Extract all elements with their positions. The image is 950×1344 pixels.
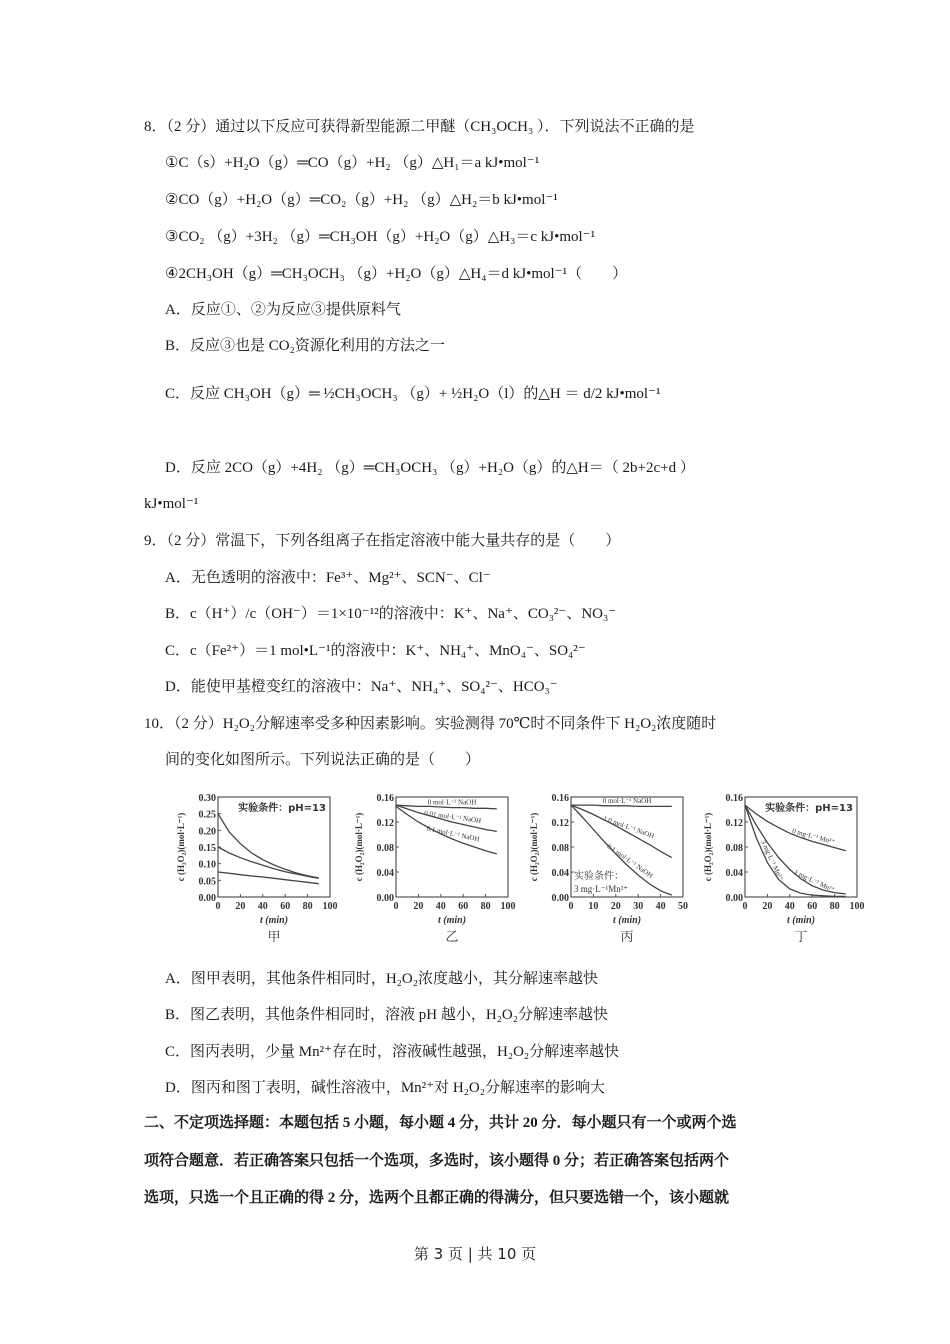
svg-text:0.05: 0.05 (198, 876, 216, 888)
svg-text:0: 0 (215, 901, 221, 912)
option-label: A． (165, 570, 191, 586)
q9-number: 9． (144, 533, 167, 549)
svg-text:3 mg·L⁻¹Mn²⁺: 3 mg·L⁻¹Mn²⁺ (574, 884, 629, 894)
svg-text:实验条件：pH=13: 实验条件：pH=13 (765, 803, 853, 814)
q10-option-c (165, 1042, 619, 1062)
svg-text:0.00: 0.00 (198, 893, 216, 904)
svg-text:0.04: 0.04 (376, 868, 394, 879)
svg-text:甲: 甲 (267, 930, 281, 945)
q10-option-a (165, 969, 598, 989)
svg-text:t (min): t (min) (786, 915, 816, 926)
q8-stem: 通过以下反应可获得新型能源二甲醚（CH₃OCH₃ ）．下列说法不正确的是 (215, 119, 695, 135)
svg-text:40: 40 (257, 901, 268, 912)
svg-text:0.04: 0.04 (551, 868, 569, 879)
svg-text:t (min): t (min) (259, 915, 289, 926)
svg-text:实验条件：pH=13: 实验条件：pH=13 (238, 803, 326, 814)
chart-svg (702, 785, 877, 945)
svg-text:20: 20 (762, 901, 773, 912)
svg-text:c (H₂O₂)(mol·L⁻¹): c (H₂O₂)(mol·L⁻¹) (703, 812, 713, 882)
option-text: c（H⁺）/c（OH⁻）＝1×10⁻¹²的溶液中：K⁺、Na⁺、CO₃²⁻、NO₃⁻ (190, 606, 617, 622)
option-label: A． (165, 971, 191, 987)
q8-option-a (165, 300, 401, 320)
svg-text:0.25: 0.25 (198, 809, 216, 821)
svg-text:0.00: 0.00 (376, 893, 394, 904)
page-footer: 第 3 页 | 共 10 页 (413, 1245, 537, 1263)
chart-jia (175, 785, 350, 945)
option-text: 图丙表明，少量 Mn²⁺存在时，溶液碱性越强，H₂O₂分解速率越快 (190, 1044, 620, 1060)
option-label: B． (165, 606, 191, 622)
q10-option-b (165, 1005, 608, 1025)
option-text: 图丙和图丁表明，碱性溶液中，Mn²⁺对 H₂O₂分解速率的影响大 (190, 1080, 605, 1096)
option-label: D． (165, 1080, 191, 1096)
chart-ding (702, 785, 877, 945)
option-text: 反应①、②为反应③提供原料气 (190, 302, 401, 318)
svg-text:0.16: 0.16 (376, 793, 394, 804)
svg-text:10: 10 (588, 901, 599, 912)
option-text: c（Fe²⁺）＝1 mol•L⁻¹的溶液中：K⁺、NH₄⁺、MnO₄⁻、SO₄²⁻ (190, 643, 586, 659)
svg-text:30: 30 (633, 901, 644, 912)
chart-svg (528, 785, 703, 945)
option-label: D． (165, 460, 191, 476)
svg-text:60: 60 (807, 901, 818, 912)
svg-text:乙: 乙 (445, 930, 459, 945)
option-text: 能使甲基橙变红的溶液中：Na⁺、NH₄⁺、SO₄²⁻、HCO₃⁻ (190, 679, 558, 695)
q8-stem-line (144, 117, 695, 137)
q9-option-a (165, 568, 491, 588)
q8-reaction-2: ②CO（g）+H₂O（g）═CO₂（g）+H₂ （g）△H₂＝b kJ•mol⁻¹ (165, 192, 558, 208)
svg-text:40: 40 (655, 901, 666, 912)
q10-option-d (165, 1078, 605, 1098)
q8-option-b (165, 336, 445, 356)
q8-number: 8． (144, 119, 167, 135)
svg-text:0.16: 0.16 (551, 793, 569, 804)
q9-option-c (165, 641, 586, 661)
svg-text:3 mg·L⁻¹ Mn²⁺: 3 mg·L⁻¹ Mn²⁺ (759, 838, 785, 883)
svg-text:t (min): t (min) (612, 915, 642, 926)
option-text: 反应③也是 CO₂资源化利用的方法之一 (190, 338, 445, 354)
option-label: B． (165, 338, 191, 354)
svg-text:80: 80 (829, 901, 840, 912)
svg-text:0.00: 0.00 (725, 893, 743, 904)
option-label: C． (165, 386, 191, 402)
svg-text:50: 50 (678, 901, 688, 912)
svg-text:0.10: 0.10 (198, 859, 216, 871)
svg-text:40: 40 (435, 901, 446, 912)
q10-stem-line-2: 间的变化如图所示。下列说法正确的是（ ） (165, 752, 481, 768)
q8-option-d-continuation: kJ•mol⁻¹ (144, 496, 199, 512)
svg-text:0 mg·L⁻¹ Mn²⁺: 0 mg·L⁻¹ Mn²⁺ (791, 827, 836, 847)
q9-option-d (165, 677, 558, 697)
svg-text:c (H₂O₂)(mol·L⁻¹): c (H₂O₂)(mol·L⁻¹) (176, 812, 186, 882)
q8-reaction-1: ①C（s）+H₂O（g）═CO（g）+H₂ （g）△H₁＝a kJ•mol⁻¹ (165, 155, 540, 171)
svg-text:丙: 丙 (620, 930, 634, 945)
svg-text:100: 100 (500, 901, 516, 912)
svg-text:0.15: 0.15 (198, 843, 216, 854)
chart-svg (175, 785, 350, 945)
svg-text:实验条件：: 实验条件： (574, 871, 624, 882)
section2-heading-line-1: 二、不定项选择题：本题包括 5 小题，每小题 4 分，共计 20 分．每小题只有一个或两个选 (144, 1115, 737, 1131)
option-text: 无色透明的溶液中：Fe³⁺、Mg²⁺、SCN⁻、Cl⁻ (190, 570, 491, 586)
svg-text:40: 40 (784, 901, 795, 912)
q10-stem-1: H₂O₂分解速率受多种因素影响。实验测得 70℃时不同条件下 H₂O₂浓度随时 (222, 716, 717, 732)
svg-text:100: 100 (322, 901, 338, 912)
svg-text:t (min): t (min) (437, 915, 467, 926)
svg-text:0.08: 0.08 (725, 843, 743, 854)
svg-text:0.12: 0.12 (551, 818, 569, 829)
svg-text:0.12: 0.12 (725, 818, 743, 829)
q9-stem: 常温下，下列各组离子在指定溶液中能大量共存的是（ ） (215, 533, 621, 549)
option-label: A． (165, 302, 191, 318)
q8-option-d (165, 458, 695, 478)
svg-text:0.20: 0.20 (198, 826, 216, 838)
chart-yi (353, 785, 528, 945)
q10-number: 10． (144, 716, 175, 732)
svg-text:0: 0 (393, 901, 399, 912)
option-label: C． (165, 1044, 191, 1060)
svg-text:60: 60 (280, 901, 291, 912)
svg-text:丁: 丁 (794, 930, 808, 945)
svg-text:80: 80 (302, 901, 313, 912)
svg-text:0 mol·L⁻¹ NaOH: 0 mol·L⁻¹ NaOH (602, 796, 652, 805)
svg-text:0.1 mol·L⁻¹ NaOH: 0.1 mol·L⁻¹ NaOH (425, 824, 481, 844)
svg-text:1.0 mol·L⁻¹ NaOH: 1.0 mol·L⁻¹ NaOH (602, 814, 656, 841)
q9-stem-line (144, 531, 620, 551)
q10-figure (175, 785, 875, 945)
chart-bing (528, 785, 703, 945)
svg-text:0.01 mol·L⁻¹ NaOH: 0.01 mol·L⁻¹ NaOH (423, 809, 482, 825)
option-text: 反应 2CO（g）+4H₂ （g）═CH₃OCH₃ （g）+H₂O（g）的△H＝（ 2b+2c+d ） (190, 460, 695, 476)
chart-svg (353, 785, 528, 945)
svg-text:0.04: 0.04 (725, 868, 743, 879)
option-label: B． (165, 1007, 191, 1023)
svg-text:0.16: 0.16 (725, 793, 743, 804)
option-label: C． (165, 643, 191, 659)
svg-text:20: 20 (235, 901, 246, 912)
svg-text:0.12: 0.12 (376, 818, 394, 829)
svg-text:0.08: 0.08 (551, 843, 569, 854)
svg-text:0: 0 (568, 901, 574, 912)
q8-reaction-3: ③CO₂ （g）+3H₂ （g）═CH₃OH（g）+H₂O（g）△H₃＝c kJ•mol⁻¹ (165, 229, 596, 245)
section2-heading-line-3: 选项，只选一个且正确的得 2 分，选两个且都正确的得满分，但只要选错一个，该小题就 (144, 1190, 730, 1206)
svg-text:c (H₂O₂)(mol·L⁻¹): c (H₂O₂)(mol·L⁻¹) (529, 812, 539, 882)
svg-text:100: 100 (849, 901, 865, 912)
svg-text:20: 20 (610, 901, 621, 912)
svg-text:0.30: 0.30 (198, 793, 216, 804)
svg-text:0.1 mol·L⁻¹ NaOH: 0.1 mol·L⁻¹ NaOH (605, 842, 655, 880)
svg-text:60: 60 (458, 901, 469, 912)
option-label: D． (165, 679, 191, 695)
q8-points: （2 分） (166, 119, 216, 135)
q8-reaction-4: ④2CH₃OH（g）═CH₃OCH₃ （g）+H₂O（g）△H₄＝d kJ•mol⁻¹（ ） (165, 266, 628, 282)
svg-text:0.08: 0.08 (376, 843, 394, 854)
q10-stem-line-1 (144, 714, 716, 734)
option-text: 图甲表明，其他条件相同时，H₂O₂浓度越小，其分解速率越快 (190, 971, 598, 987)
q10-points: （2 分） (174, 716, 223, 732)
svg-text:0: 0 (742, 901, 748, 912)
svg-text:1 mg·L⁻¹ Mn²⁺: 1 mg·L⁻¹ Mn²⁺ (792, 868, 836, 895)
q9-points: （2 分） (166, 533, 216, 549)
svg-text:0 mol·L⁻¹ NaOH: 0 mol·L⁻¹ NaOH (427, 798, 477, 807)
svg-text:0.00: 0.00 (551, 893, 569, 904)
svg-text:c (H₂O₂)(mol·L⁻¹): c (H₂O₂)(mol·L⁻¹) (354, 812, 364, 882)
q9-option-b (165, 604, 616, 624)
section2-heading-line-2: 项符合题意．若正确答案只包括一个选项，多选时，该小题得 0 分；若正确答案包括两个 (144, 1153, 730, 1169)
q8-option-c (165, 384, 661, 404)
option-text: 图乙表明，其他条件相同时，溶液 pH 越小，H₂O₂分解速率越快 (190, 1007, 608, 1023)
option-text: 反应 CH₃OH（g）═ ½CH₃OCH₃ （g）+ ½H₂O（l）的△H ＝ d/2 kJ•mol⁻¹ (190, 386, 661, 402)
svg-text:20: 20 (413, 901, 424, 912)
svg-text:80: 80 (480, 901, 491, 912)
